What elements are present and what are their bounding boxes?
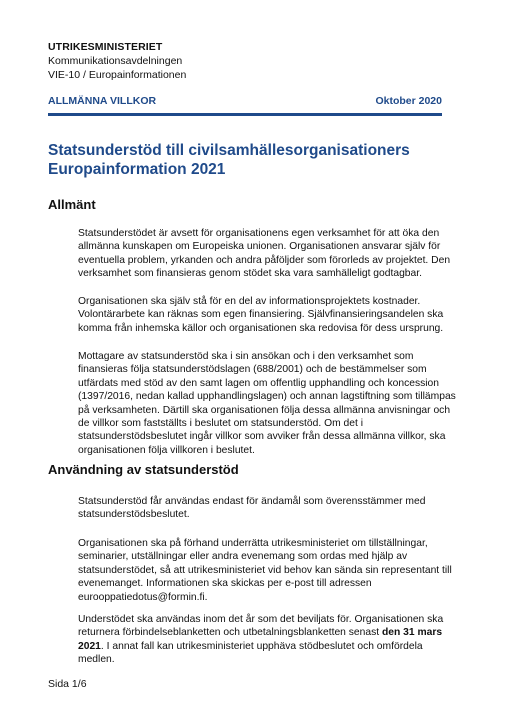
paragraph-usage-1: Statsunderstöd får användas endast för ändamål som överensstämmer med statsunderstödsbeslutet. xyxy=(78,496,426,521)
paragraph-general-1: Statsunderstödet är avsett för organisationens egen verksamhet för att öka den allmänna kunskapen om Europeiska unionen. Organisationen ansvarar själv för eventuella problem, yrkanden och andra påföljder som förorleds av projektet. Den verksamhet som finansieras genom stödet ska vara samhälleligt godtagbar. xyxy=(78,228,451,280)
document-date: Oktober 2020 xyxy=(375,95,442,107)
section-heading-usage: Användning av statsunderstöd xyxy=(48,462,239,477)
paragraph-general-3: Mottagare av statsunderstöd ska i sin ansökan och i den verksamhet som finansieras följa statsunderstödslagen (688/2001) och de bestämmelser som utfärdats med stöd av den samt lagen om offentlig upphandling och koncession (1397/2016, nedan kallad upphandlingslagen) och annan lagstiftning som tillämpas på verksamheten. Därtill ska organisationen följa dessa allmänna anvisningar och de villkor som fastställts i beslutet om statsunderstöd. Om det i statsunderstödsbeslutet ingår villkor som avviker från dessa allmänna villkor, ska organisationen följa villkoren i beslutet. xyxy=(78,351,456,456)
document-title xyxy=(48,141,448,179)
unit-name: VIE-10 / Europainformationen xyxy=(48,69,187,81)
ministry-name: UTRIKESMINISTERIET xyxy=(48,41,163,53)
header-divider xyxy=(48,113,442,116)
deadline-text-after: . I annat fall kan utrikesministeriet upphäva stödbeslutet och omfördela medlen. xyxy=(78,640,423,666)
document-type: ALLMÄNNA VILLKOR xyxy=(48,95,157,107)
document-type-bar xyxy=(48,95,442,107)
organization-header xyxy=(48,40,186,82)
paragraph-usage-2: Organisationen ska på förhand underrätta utrikesministeriet om tillställningar, seminarier, utställningar eller andra evenemang som ordas med hjälp av statsunderstödet, så att utrikesministeriet vid behov kan sända sin representant till evenemanget. Informationen ska skickas per e-post till adressen eurooppatiedotus@formin.fi. xyxy=(78,538,452,603)
paragraph-general-2: Organisationen ska själv stå för en del av informationsprojektets kostnader. Volontärarbete kan räknas som egen finansiering. Självfinansieringsandelen ska komma från inhemska källor och organisationen ska redovisa för dess ursprung. xyxy=(78,296,444,334)
deadline-text-before: Understödet ska användas inom det år som det beviljats för. Organisationen ska returnera förbindelseblanketten och utbetalningsblanketten senast xyxy=(78,614,444,639)
department-name: Kommunikationsavdelningen xyxy=(48,55,183,67)
paragraph-usage-3 xyxy=(78,613,460,667)
deadline-date: den 31 mars 2021 xyxy=(78,627,443,652)
document-title-line-1: Statsunderstöd till civilsamhällesorganisationers xyxy=(48,142,410,159)
section-heading-general: Allmänt xyxy=(48,197,96,212)
document-title-line-2: Europainformation 2021 xyxy=(48,161,226,178)
page-number: Sida 1/6 xyxy=(48,678,87,690)
